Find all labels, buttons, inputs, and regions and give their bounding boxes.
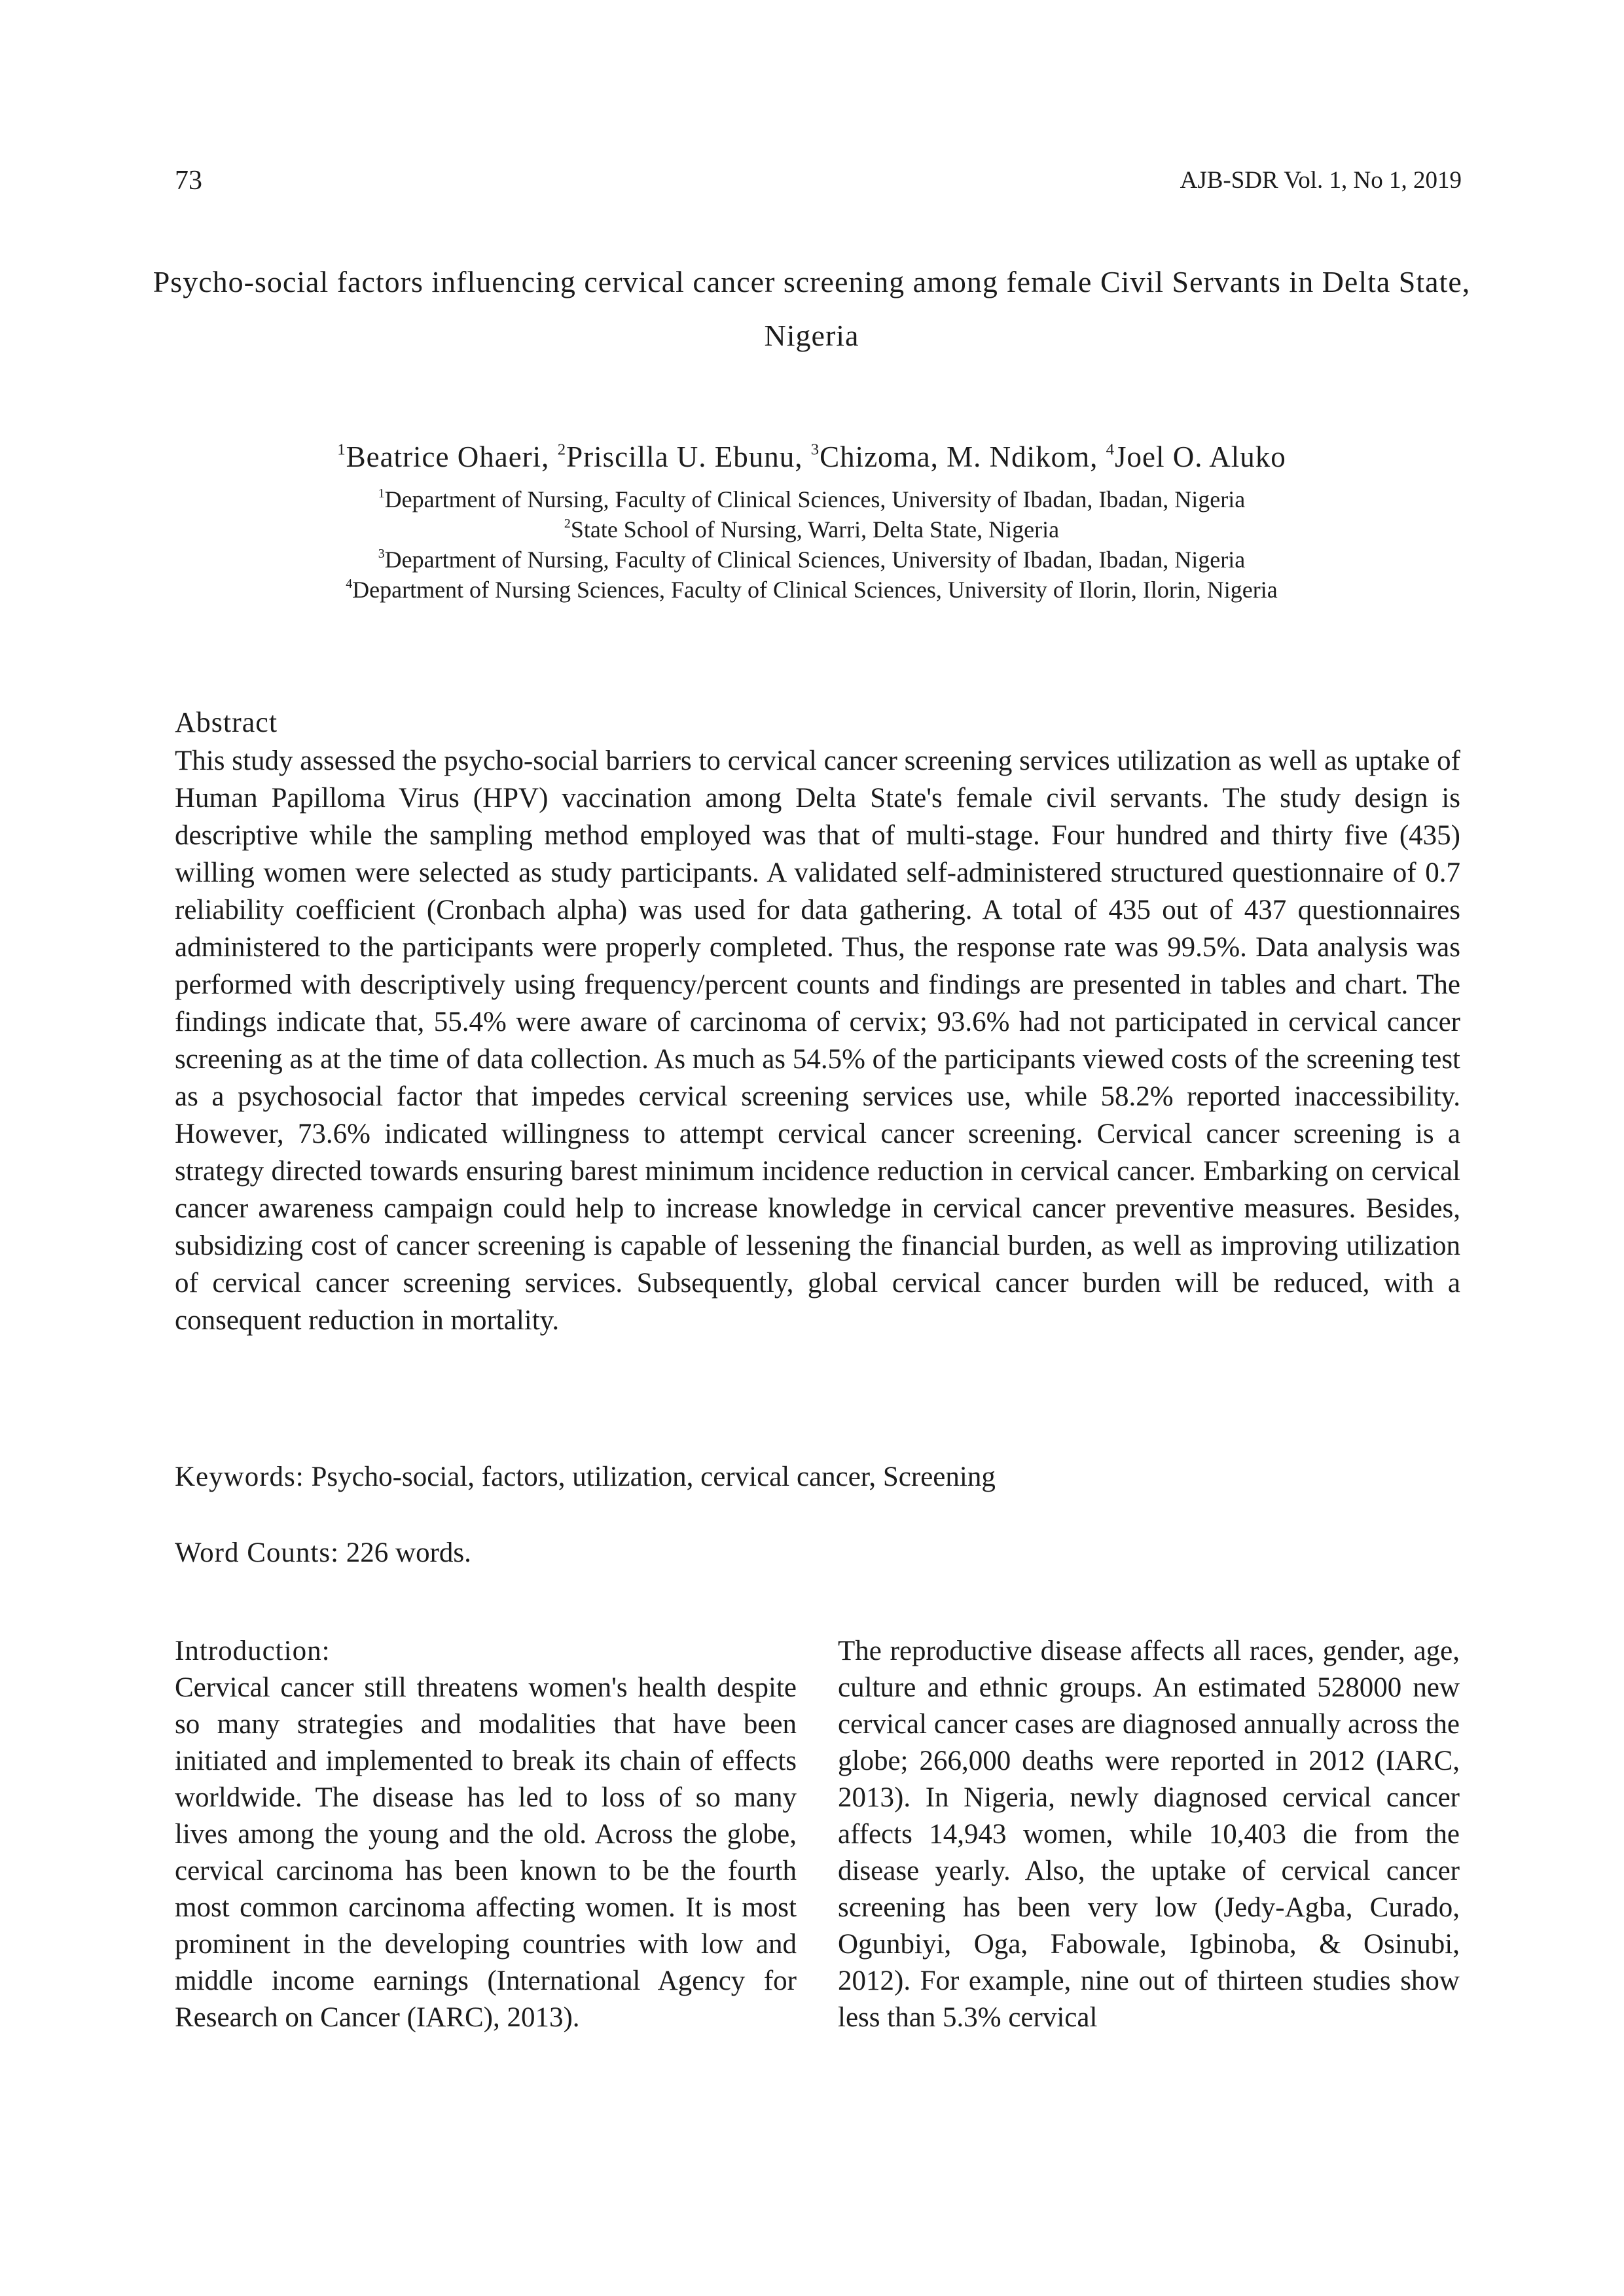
author-affiliation-number: 1 bbox=[337, 440, 346, 459]
word-count-label: Word Counts: bbox=[175, 1537, 340, 1568]
word-count bbox=[175, 1537, 471, 1569]
author-affiliation-number: 3 bbox=[810, 440, 820, 459]
abstract-heading: Abstract bbox=[175, 706, 278, 738]
affiliation-number: 3 bbox=[378, 547, 385, 562]
introduction-left-column bbox=[175, 1633, 797, 2036]
author-name: Joel O. Aluko bbox=[1115, 440, 1286, 473]
author bbox=[558, 440, 811, 473]
word-count-text: 226 words. bbox=[339, 1537, 471, 1568]
keywords-label: Keywords: bbox=[175, 1462, 304, 1492]
affiliation bbox=[131, 514, 1492, 545]
affiliation bbox=[131, 545, 1492, 575]
paper-title: Psycho-social factors influencing cervical cancer screening among female Civil Servants in Delta State, Nigeria bbox=[153, 265, 1471, 352]
author-affiliation-number: 4 bbox=[1106, 440, 1115, 459]
introduction-right-text: The reproductive disease affects all races, gender, age, culture and ethnic groups. An estimated 528000 new cervical cancer cases are diagnosed annually across the globe; 266,000 deaths were reported in 2012 (IARC, 2013). In Nigeria, newly diagnosed cervical cancer affects 14,943 women, while 10,403 die from the disease yearly. Also, the uptake of cervical cancer screening has been very low (Jedy-Agba, Curado, Ogunbiyi, Oga, Fabowale, Igbinoba, & Osinubi, 2012). For example, nine out of thirteen studies show less than 5.3% cervical bbox=[838, 1636, 1460, 2033]
keywords-text: Psycho-social, factors, utilization, cervical cancer, Screening bbox=[304, 1462, 996, 1492]
affiliation-text: Department of Nursing, Faculty of Clinical Sciences, University of Ibadan, Ibadan, Nigeria bbox=[384, 547, 1246, 573]
author bbox=[337, 440, 557, 473]
affiliation bbox=[131, 484, 1492, 514]
abstract-body: This study assessed the psycho-social barriers to cervical cancer screening services utilization as well as uptake of Human Papilloma Virus (HPV) vaccination among Delta State's female civil servants. The study design is descriptive while the sampling method employed was that of multi-stage. Four hundred and thirty five (435) willing women were selected as study participants. A validated self-administered structured questionnaire of 0.7 reliability coefficient (Cronbach alpha) was used for data gathering. A total of 435 out of 437 questionnaires administered to the participants were properly completed. Thus, the response rate was 99.5%. Data analysis was performed with descriptively using frequency/percent counts and findings are presented in tables and chart. The findings indicate that, 55.4% were aware of carcinoma of cervix; 93.6% had not participated in cervical cancer screening as at the time of data collection. As much as 54.5% of the participants viewed costs of the screening test as a psychosocial factor that impedes cervical screening services use, while 58.2% reported inaccessibility. However, 73.6% indicated willingness to attempt cervical cancer screening. Cervical cancer screening is a strategy directed towards ensuring barest minimum incidence reduction in cervical cancer. Embarking on cervical cancer awareness campaign could help to increase knowledge in cervical cancer preventive measures. Besides, subsidizing cost of cancer screening is capable of lessening the financial burden, as well as improving utilization of cervical cancer screening services. Subsequently, global cervical cancer burden will be reduced, with a consequent reduction in mortality. bbox=[175, 745, 1460, 1336]
keywords bbox=[175, 1461, 996, 1493]
introduction-heading: Introduction: bbox=[175, 1636, 331, 1666]
author bbox=[1106, 440, 1286, 473]
author-list bbox=[131, 440, 1492, 474]
author-name: Beatrice Ohaeri, bbox=[346, 440, 558, 473]
affiliation-list bbox=[131, 484, 1492, 605]
page-number: 73 bbox=[175, 166, 202, 196]
journal-reference: AJB-SDR Vol. 1, No 1, 2019 bbox=[1180, 167, 1462, 194]
introduction-right-column bbox=[838, 1633, 1460, 2036]
author-name: Priscilla U. Ebunu, bbox=[566, 440, 811, 473]
introduction-left-text: Cervical cancer still threatens women's health despite so many strategies and modalities that have been initiated and implemented to break its chain of effects worldwide. The disease has led to loss of so many lives among the young and the old. Across the globe, cervical carcinoma has been known to be the fourth most common carcinoma affecting women. It is most prominent in the developing countries with low and middle income earnings (International Agency for Research on Cancer (IARC), 2013). bbox=[175, 1672, 797, 2033]
affiliation-text: State School of Nursing, Warri, Delta State, Nigeria bbox=[570, 516, 1060, 543]
affiliation bbox=[131, 575, 1492, 605]
affiliation-number: 1 bbox=[378, 486, 385, 501]
author bbox=[811, 440, 1106, 473]
affiliation-number: 2 bbox=[564, 516, 571, 531]
affiliation-text: Department of Nursing Sciences, Faculty of Clinical Sciences, University of Ilorin, Ilorin, Nigeria bbox=[352, 577, 1278, 603]
affiliation-text: Department of Nursing, Faculty of Clinical Sciences, University of Ibadan, Ibadan, Nigeria bbox=[384, 486, 1246, 512]
author-affiliation-number: 2 bbox=[557, 440, 567, 459]
author-name: Chizoma, M. Ndikom, bbox=[820, 440, 1106, 473]
affiliation-number: 4 bbox=[346, 577, 353, 592]
